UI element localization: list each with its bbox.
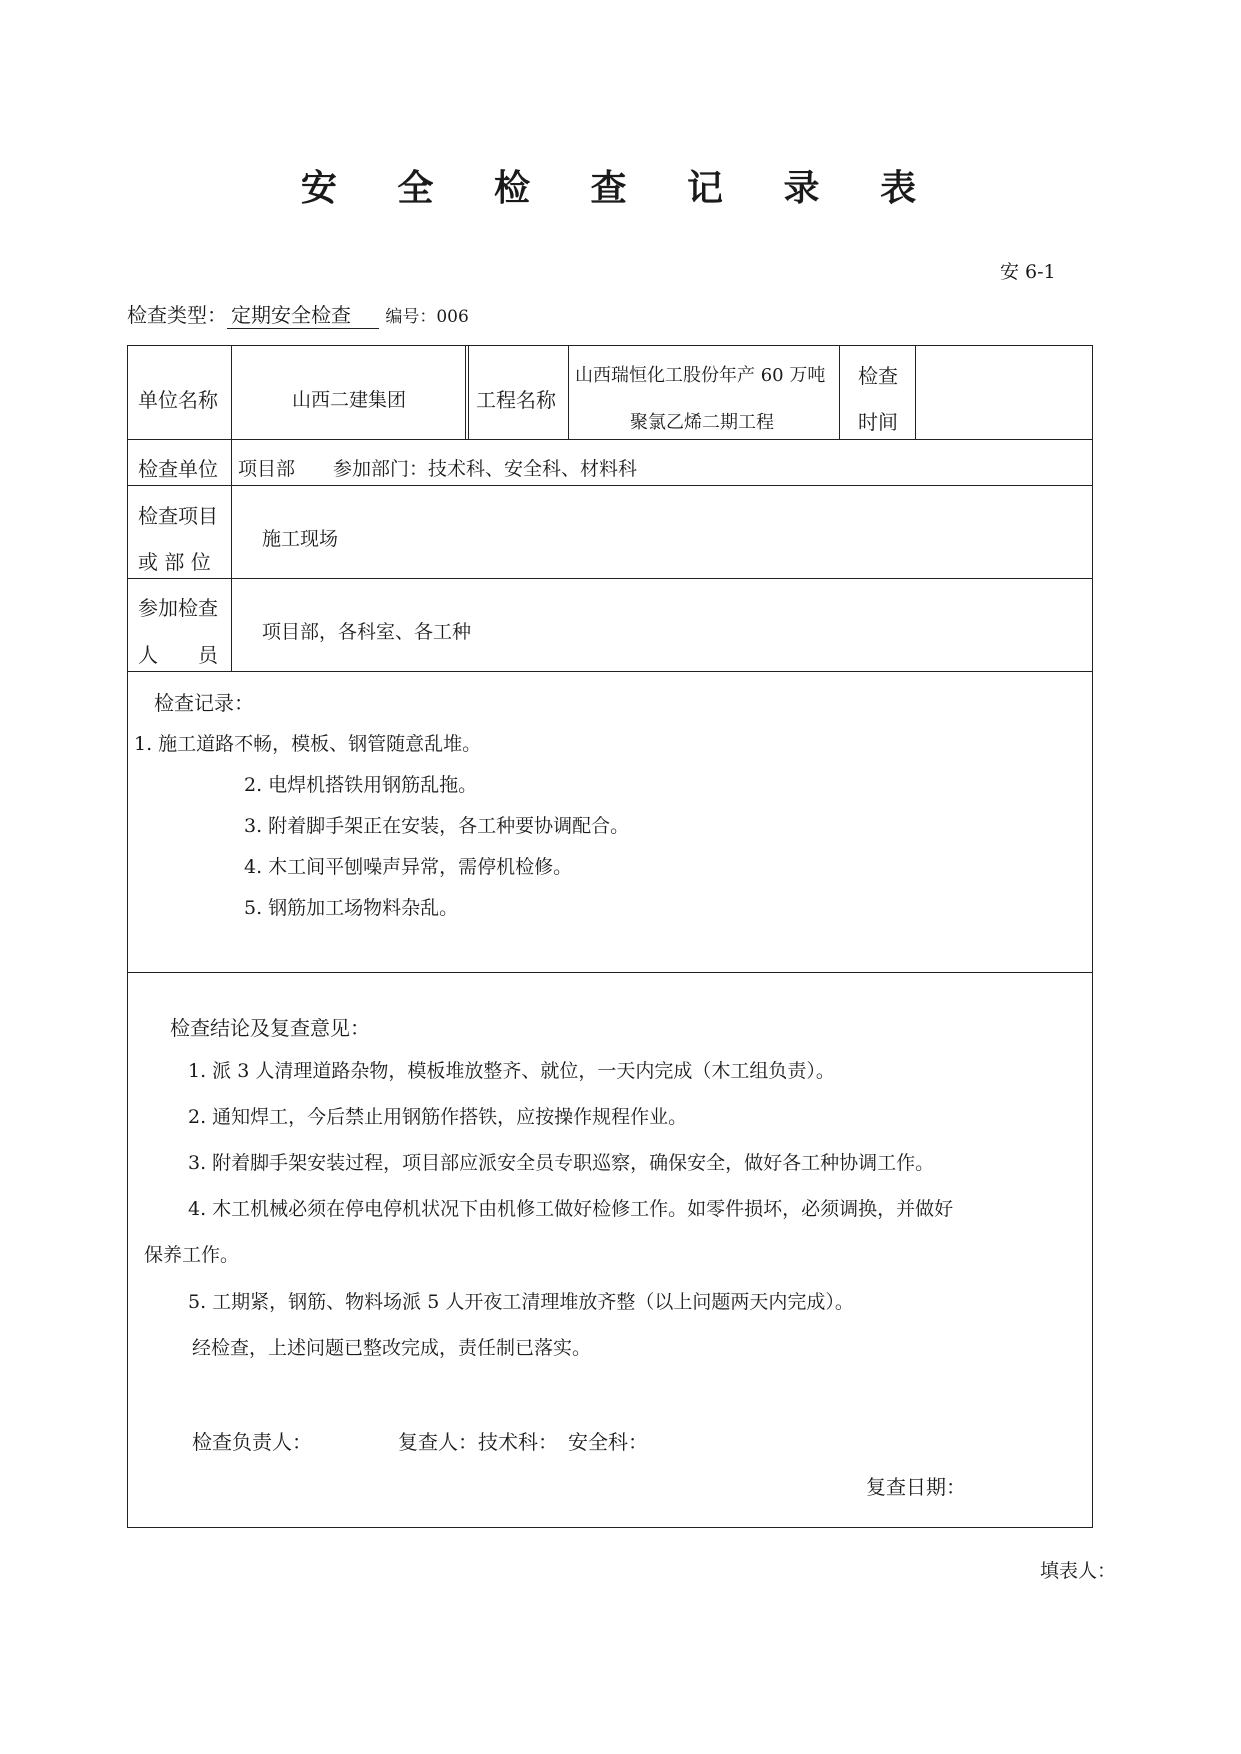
check-item-value: 施工现场 — [262, 528, 339, 550]
check-item-label-line1: 检查项目 — [138, 504, 218, 528]
check-unit-label: 检查单位 — [138, 457, 218, 481]
inspector-label: 检查负责人： — [192, 1430, 312, 1454]
filler-label: 填表人： — [1040, 1560, 1117, 1582]
conclusion-item: 3. 附着脚手架安装过程，项目部应派安全员专职巡察，确保安全，做好各工种协调工作。 — [188, 1152, 935, 1174]
check-time-label-line2: 时间 — [858, 410, 898, 434]
record-item: 4. 木工间平刨噪声异常，需停机检修。 — [244, 856, 573, 878]
conclusion-item: 经检查，上述问题已整改完成，责任制已落实。 — [192, 1337, 592, 1359]
record-item: 1. 施工道路不畅，模板、钢管随意乱堆。 — [134, 733, 482, 755]
conclusion-item: 保养工作。 — [144, 1244, 240, 1266]
check-unit-value: 项目部 参加部门：技术科、安全科、材料科 — [238, 458, 638, 480]
inspection-type-value: 定期安全检查 — [227, 299, 379, 329]
conclusion-heading: 检查结论及复查意见： — [170, 1016, 370, 1040]
conclusion-item: 4. 木工机械必须在停电停机状况下由机修工做好检修工作。如零件损坏，必须调换，并做好 — [188, 1198, 954, 1220]
form-code: 安 6-1 — [1000, 261, 1056, 283]
check-time-label-line1: 检查 — [858, 364, 898, 388]
number-label: 编号：006 — [385, 307, 469, 327]
record-item: 3. 附着脚手架正在安装，各工种要协调配合。 — [244, 815, 630, 837]
unit-name-value: 山西二建集团 — [292, 389, 407, 411]
participants-label-line2: 人 员 — [138, 643, 218, 667]
check-item-label-line2: 或 部 位 — [138, 550, 211, 574]
conclusion-item: 5. 工期紧，钢筋、物料场派 5 人开夜工清理堆放齐整（以上问题两天内完成）。 — [188, 1291, 854, 1313]
record-item: 2. 电焊机搭铁用钢筋乱拖。 — [244, 774, 478, 796]
project-name-value-line2: 聚氯乙烯二期工程 — [630, 412, 774, 433]
conclusion-item: 1. 派 3 人清理道路杂物，模板堆放整齐、就位，一天内完成（木工组负责）。 — [188, 1060, 835, 1082]
page-title: 安 全 检 查 记 录 表 — [300, 167, 941, 209]
participants-label-line1: 参加检查 — [138, 596, 218, 620]
project-name-value-line1: 山西瑞恒化工股份年产 60 万吨 — [575, 365, 826, 386]
records-heading: 检查记录： — [154, 691, 254, 715]
inspection-type-line — [127, 299, 469, 329]
inspection-type-label: 检查类型： — [127, 303, 227, 327]
project-name-label: 工程名称 — [476, 388, 556, 412]
conclusion-item: 2. 通知焊工，今后禁止用钢筋作搭铁，应按操作规程作业。 — [188, 1106, 688, 1128]
record-item: 5. 钢筋加工场物料杂乱。 — [244, 897, 459, 919]
participants-value: 项目部，各科室、各工种 — [262, 621, 472, 643]
reviewer-label: 复查人：技术科： 安全科： — [398, 1430, 648, 1454]
unit-name-label: 单位名称 — [138, 388, 218, 412]
review-date-label: 复查日期： — [866, 1475, 966, 1499]
